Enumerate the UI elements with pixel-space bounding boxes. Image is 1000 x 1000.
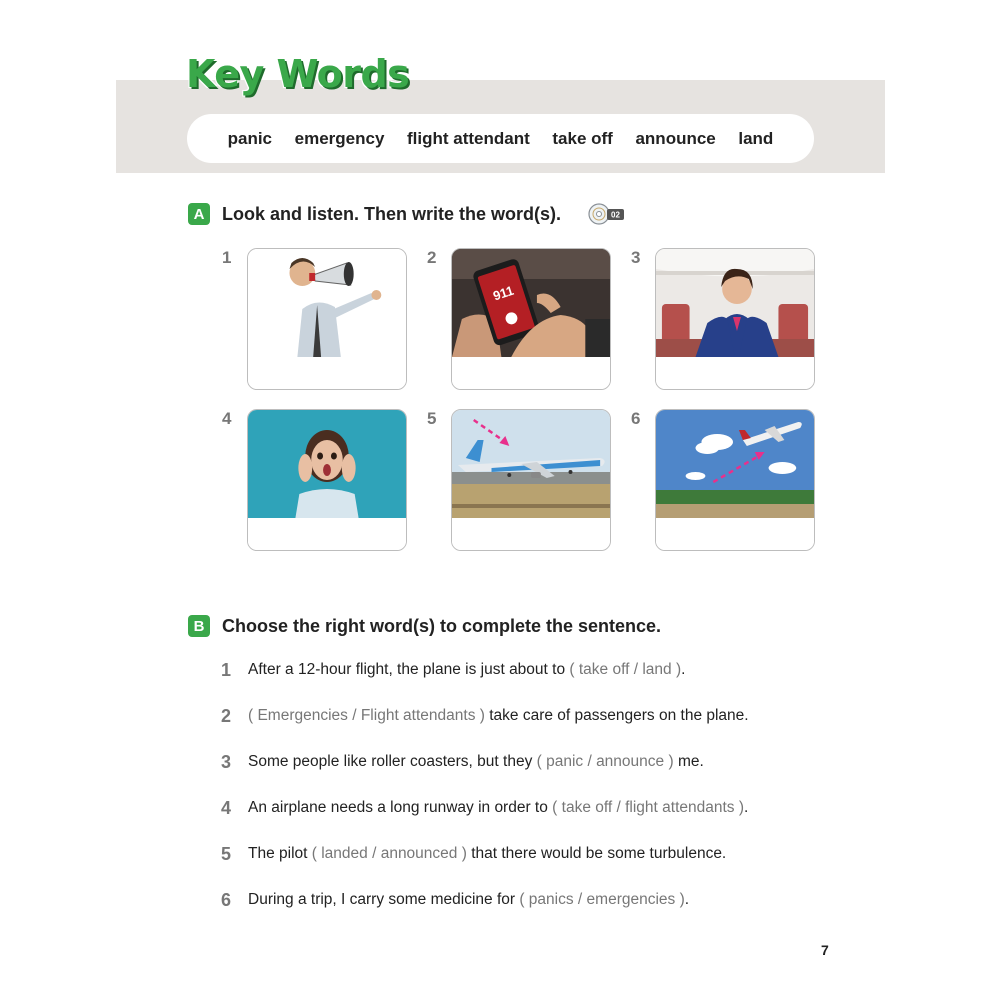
sentence-text: . (681, 661, 686, 678)
sentence-number: 1 (221, 660, 232, 680)
sentence-number: 3 (221, 752, 232, 772)
sentence (248, 845, 726, 863)
sentence-text: After a 12-hour flight, the plane is just about to (248, 661, 570, 678)
answer-blank[interactable] (248, 518, 406, 551)
picture-card-6 (655, 409, 815, 551)
key-word: panic (227, 128, 273, 148)
sentence-options[interactable]: ( panic / announce ) (536, 753, 674, 770)
answer-blank[interactable] (452, 357, 610, 390)
key-words-title: Key Words (186, 52, 410, 96)
sentence-text: The pilot (248, 845, 312, 862)
picture-card-4 (247, 409, 407, 551)
picture-number: 6 (631, 409, 641, 428)
answer-blank[interactable] (248, 357, 406, 390)
picture-card-3 (655, 248, 815, 390)
sentence-options[interactable]: ( Emergencies / Flight attendants ) (248, 707, 485, 724)
sentence-text: me. (673, 753, 704, 770)
page-number: 7 (821, 942, 829, 958)
answer-blank[interactable] (656, 518, 814, 551)
sentence-number: 5 (221, 844, 232, 864)
sentence (248, 753, 704, 771)
sentence-options[interactable]: ( panics / emergencies ) (519, 891, 685, 908)
audio-cd-icon[interactable] (588, 203, 626, 225)
picture-card-1 (247, 248, 407, 390)
phone-911-image (452, 249, 610, 357)
picture-card-5 (451, 409, 611, 551)
picture-number: 3 (631, 248, 641, 267)
section-b-badge: B (188, 615, 210, 637)
sentence-text: . (684, 891, 690, 908)
sentence (248, 707, 749, 725)
section-a-instruction: Look and listen. Then write the word(s). (222, 204, 562, 224)
sentence-options[interactable]: ( landed / announced ) (311, 845, 467, 862)
sentence (248, 661, 685, 679)
picture-card-2 (451, 248, 611, 390)
key-word: land (738, 128, 774, 148)
sentence-text: take care of passengers on the plane. (484, 707, 749, 724)
phone-screen-text: 911 (491, 282, 516, 304)
sentence (248, 891, 689, 909)
sentence-options[interactable]: ( take off / land ) (569, 661, 682, 678)
sentence-number: 6 (221, 890, 232, 910)
section-a-badge: A (188, 203, 210, 225)
picture-number: 1 (222, 248, 232, 267)
section-b-instruction: Choose the right word(s) to complete the sentence. (222, 616, 662, 636)
audio-track-number: 02 (611, 210, 620, 220)
sentence-text: An airplane needs a long runway in order to (248, 799, 553, 816)
man-megaphone-image (248, 249, 406, 357)
flight-attendant-image (656, 249, 814, 357)
picture-number: 5 (427, 409, 437, 428)
shocked-woman-image (248, 410, 406, 518)
plane-taking-off-image (656, 410, 814, 518)
key-words-list (187, 114, 814, 163)
sentence-text: During a trip, I carry some medicine for (248, 891, 520, 908)
sentence-options[interactable]: ( take off / flight attendants ) (552, 799, 745, 816)
sentence (248, 799, 748, 817)
picture-number: 2 (427, 248, 437, 267)
plane-landing-image (452, 410, 610, 518)
key-word: take off (552, 128, 613, 148)
key-word: flight attendant (407, 128, 530, 148)
key-word: emergency (294, 128, 385, 148)
sentence-text: . (744, 799, 749, 816)
answer-blank[interactable] (656, 357, 814, 390)
sentence-text: that there would be some turbulence. (466, 845, 727, 862)
sentence-number: 2 (221, 706, 232, 726)
picture-number: 4 (222, 409, 232, 428)
answer-blank[interactable] (452, 518, 610, 551)
sentence-number: 4 (221, 798, 232, 818)
sentence-text: Some people like roller coasters, but they (248, 753, 537, 770)
key-word: announce (635, 128, 716, 148)
